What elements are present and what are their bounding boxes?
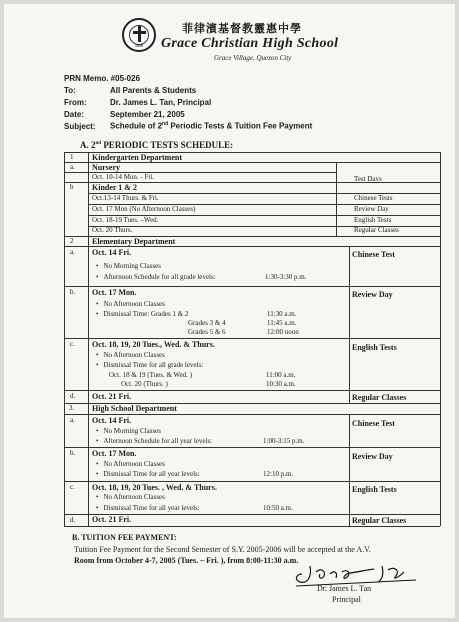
school-address: Grace Village, Quezon City: [214, 54, 292, 62]
row-label: a.: [70, 416, 75, 424]
schedule-note: • Dismissal Time for all year levels:: [96, 504, 200, 512]
test-type: English Tests: [352, 485, 397, 494]
row-label: c.: [70, 483, 75, 491]
test-type: Regular Classes: [352, 393, 407, 402]
schedule-date: Oct. 17 Mon.: [92, 449, 137, 458]
schedule-date: Oct. 18, 19, 20 Tues., Wed. & Thurs.: [92, 340, 215, 349]
schedule-date: Oct. 17 Mon.: [92, 288, 137, 297]
school-name: Grace Christian High School: [161, 36, 339, 51]
fee-line-1: Tuition Fee Payment for the Second Semester of S.Y. 2005-2006 will be accepted at the A.V.: [74, 545, 371, 554]
schedule-note: • No Morning Classes: [96, 262, 161, 270]
row-label: d.: [70, 516, 76, 524]
dept-number: 1: [70, 153, 74, 161]
schedule-time: 12:10 p.m.: [263, 470, 294, 478]
row-label: b.: [70, 449, 76, 457]
schedule-note: • No Afternoon Classes: [96, 493, 165, 501]
school-chinese-name: 菲律濱基督教靈惠中學: [182, 22, 302, 35]
test-type: Regular Classes: [352, 516, 407, 525]
test-type: Review Day: [354, 205, 389, 213]
schedule-time: 10:50 a.m.: [263, 504, 293, 512]
schedule-date: Oct. 21 Fri.: [92, 515, 132, 524]
section-b-heading: B. TUITION FEE PAYMENT:: [72, 533, 177, 542]
level-title: Kinder 1 & 2: [92, 183, 137, 192]
row-label: c.: [70, 340, 75, 348]
test-type: English Tests: [354, 216, 392, 224]
schedule-time: 1:30-3:30 p.m.: [265, 273, 307, 281]
schedule-date: Oct. 10-14 Mon. - Fri.: [92, 173, 155, 181]
row-label: b.: [70, 288, 76, 296]
dept-number: 3.: [69, 404, 75, 412]
schedule-time: 12:00 noon: [267, 328, 299, 336]
test-type: Chinese Test: [352, 250, 395, 259]
fee-line-2: Room from October 4-7, 2005 (Tues. – Fri. ), from 8:00-11:30 a.m.: [74, 556, 299, 565]
schedule-note: • No Afternoon Classes: [96, 460, 165, 468]
schedule-date: Oct. 14 Fri.: [92, 416, 132, 425]
grade-group: Grades 3 & 4: [188, 319, 226, 327]
row-label: b: [70, 183, 74, 191]
section-a-heading: A. 2nd PERIODIC TESTS SCHEDULE:: [80, 140, 234, 150]
schedule-time: 1:00-3:15 p.m.: [263, 437, 305, 445]
schedule-date: Oct. 20 Thurs.: [92, 226, 133, 234]
schedule-date: Oct. 18-19 Tues. –Wed.: [92, 216, 159, 224]
schedule-time: 11:45 a.m.: [267, 319, 297, 327]
schedule-note: • Afternoon Schedule for all grade levels:: [96, 273, 216, 281]
memo-date: Date: September 21, 2005: [64, 110, 185, 119]
schedule-time: 11:00 a.m.: [266, 371, 296, 379]
schedule-note: • Dismissal Time for all year levels:: [96, 470, 200, 478]
schedule-note: • No Afternoon Classes: [96, 351, 165, 359]
dept-number: 2: [70, 237, 74, 245]
grade-group: Grades 5 & 6: [188, 328, 226, 336]
level-title: Nursery: [92, 163, 120, 172]
test-type: Review Day: [352, 452, 393, 461]
signatory-title: Principal: [332, 595, 361, 604]
test-type: Chinese Tests: [354, 194, 393, 202]
memo-subject: Subject: Schedule of 2nd Periodic Tests & Tuition Fee Payment: [64, 121, 313, 131]
test-type: Regular Classes: [354, 226, 399, 234]
schedule-date: Oct. 14 Fri.: [92, 248, 132, 257]
test-type: English Tests: [352, 343, 397, 352]
test-type: Test Days: [354, 175, 382, 183]
schedule-time: 10:30 a.m.: [266, 380, 296, 388]
memo-page: [4, 4, 455, 618]
schedule-note: • Dismissal Time: Grades 1 & 2: [96, 310, 188, 318]
schedule-date: Oct.13-14 Thurs. & Fri.: [92, 194, 159, 202]
row-label: d.: [70, 392, 76, 400]
schedule-detail: Oct. 20 (Thurs. ): [121, 380, 168, 388]
memo-to: To: All Parents & Students: [64, 86, 197, 95]
dept-title: High School Department: [92, 404, 177, 413]
schedule-note: • No Morning Classes: [96, 427, 161, 435]
schedule-table: [64, 152, 440, 526]
dept-title: Elementary Department: [92, 237, 176, 246]
test-type: Review Day: [352, 290, 393, 299]
test-type: Chinese Test: [352, 419, 395, 428]
schedule-note: • Afternoon Schedule for all year levels:: [96, 437, 212, 445]
school-seal-icon: 1950: [122, 18, 156, 52]
schedule-time: 11:30 a.m.: [267, 310, 297, 318]
schedule-note: • Dismissal Time for all grade levels:: [96, 361, 203, 369]
row-label: a.: [70, 163, 75, 171]
schedule-detail: Oct. 18 & 19 (Tues. & Wed. ): [109, 371, 193, 379]
memo-from: From: Dr. James L. Tan, Principal: [64, 98, 212, 107]
schedule-date: Oct. 21 Fri.: [92, 392, 132, 401]
dept-title: Kindergarten Department: [92, 153, 182, 162]
schedule-note: • No Afternoon Classes: [96, 300, 165, 308]
memo-number: PRN Memo. #05-026: [64, 74, 141, 83]
schedule-date: Oct. 17 Mon (No Afternoon Classes): [92, 205, 196, 213]
row-label: a.: [70, 248, 75, 256]
schedule-date: Oct. 18, 19, 20 Tues. , Wed. & Thurs.: [92, 483, 217, 492]
signatory-name: Dr. James L. Tan: [317, 584, 372, 593]
